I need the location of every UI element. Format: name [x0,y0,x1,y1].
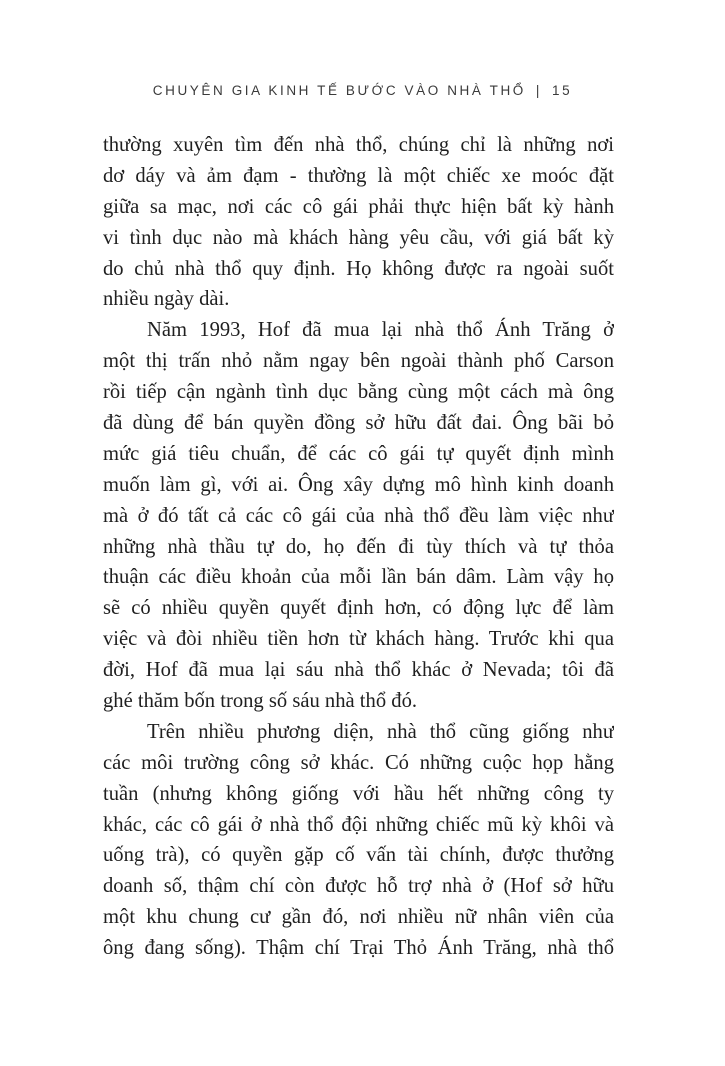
text-line: giữa sa mạc, nơi các cô gái phải thực hiện bất kỳ hành [103,195,614,218]
paragraph [103,717,614,964]
text-line: dơ dáy và ảm đạm - thường là một chiếc xe moóc đặt [103,164,614,187]
text-line: doanh số, thậm chí còn được hỗ trợ nhà ở (Hof sở hữu [103,875,614,898]
text-line: một khu chung cư gần đó, nơi nhiều nữ nhân viên của [103,906,614,929]
text-line: Năm 1993, Hof đã mua lại nhà thổ Ánh Trăng ở [147,319,614,342]
text-line: một thị trấn nhỏ nằm ngay bên ngoài thành phố Carson [103,350,614,373]
text-line: tuần (nhưng không giống với hầu hết những công ty [103,782,614,805]
text-line: việc và đòi nhiều tiền hơn từ khách hàng. Trước khi qua [103,628,614,651]
text-line: đời, Hof đã mua lại sáu nhà thổ khác ở Nevada; tôi đã [103,659,614,682]
text-line: ông đang sống). Thậm chí Trại Thỏ Ánh Trăng, nhà thổ [103,937,614,960]
text-line: ghé thăm bốn trong số sáu nhà thổ đó. [103,690,418,713]
text-line: muốn làm gì, với ai. Ông xây dựng mô hình kinh doanh [103,473,614,496]
text-line: mức giá tiêu chuẩn, để các cô gái tự quyết định mình [103,442,614,465]
body-text [103,130,614,964]
text-line: mà ở đó tất cả các cô gái của nhà thổ đều làm việc như [103,504,614,527]
text-line: do chủ nhà thổ quy định. Họ không được ra ngoài suốt [103,257,614,280]
page-number: 15 [552,83,573,98]
text-line: rồi tiếp cận ngành tình dục bằng cùng một cách mà ông [103,381,614,404]
paragraph [103,130,614,315]
text-line: sẽ có nhiều quyền quyết định hơn, có động lực để làm [103,597,614,620]
text-line: thường xuyên tìm đến nhà thổ, chúng chỉ là những nơi [103,134,614,156]
header-separator: | [535,83,543,98]
text-line: khác, các cô gái ở nhà thổ đội những chiếc mũ kỳ khôi và [103,813,614,836]
paragraph [103,315,614,717]
text-line: đã dùng để bán quyền đồng sở hữu đất đai. Ông bãi bỏ [103,412,614,435]
text-line: thuận các điều khoản của mỗi lần bán dâm. Làm vậy họ [103,566,614,589]
text-line: các môi trường công sở khác. Có những cuộc họp hằng [103,751,614,774]
text-line: nhiều ngày dài. [103,288,230,311]
text-line: uống trà), có quyền gặp cố vấn tài chính, được thưởng [103,844,614,867]
text-line: vi tình dục nào mà khách hàng yêu cầu, với giá bất kỳ [103,226,614,249]
running-header [0,81,725,101]
chapter-title: CHUYÊN GIA KINH TẾ BƯỚC VÀO NHÀ THỔ [152,83,526,98]
text-line: Trên nhiều phương diện, nhà thổ cũng giống như [147,720,614,743]
text-line: những nhà thầu tự do, họ đến đi tùy thích và tự thỏa [103,535,614,558]
